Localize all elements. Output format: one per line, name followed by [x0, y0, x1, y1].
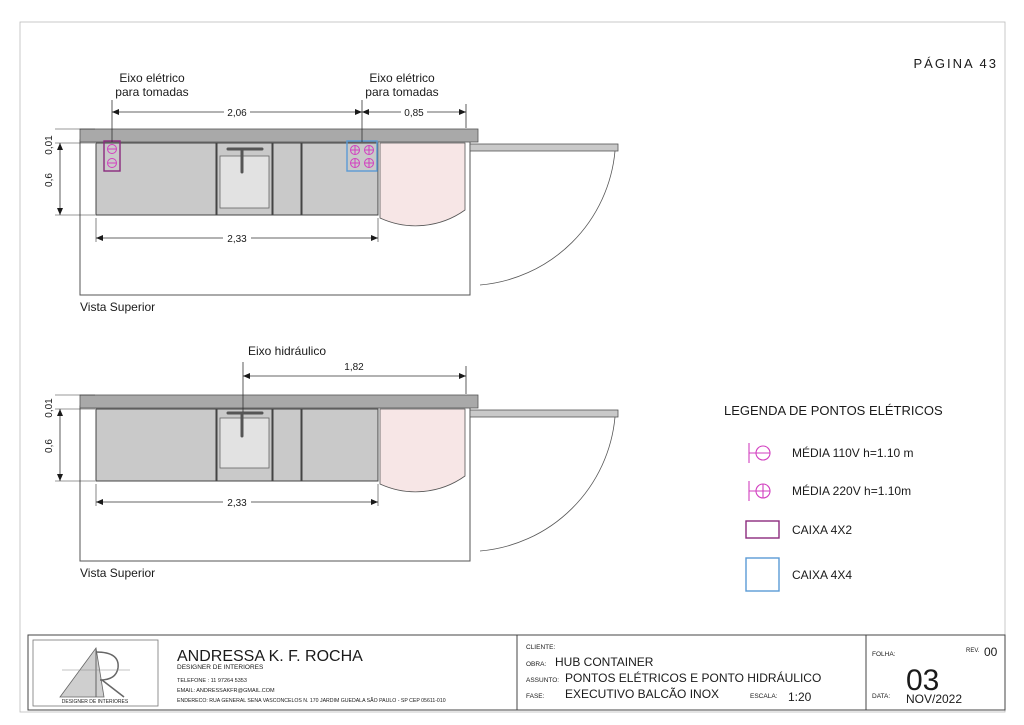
hydraulic-axis-label: Eixo hidráulico — [247, 344, 327, 358]
logo-caption: DESIGNER DE INTERIORES — [61, 699, 129, 705]
obra-value: HUB CONTAINER — [555, 655, 654, 669]
door-swing-arc — [480, 151, 615, 285]
legend-title: LEGENDA DE PONTOS ELÉTRICOS — [724, 403, 943, 418]
cabinet-right — [302, 409, 378, 481]
folha-label: FOLHA: — [872, 651, 896, 658]
dimension-label: 2,06 — [227, 108, 247, 119]
sink-basin — [220, 418, 269, 468]
legend-item-label: MÉDIA 110V h=1.10 m — [792, 446, 914, 460]
dimension-label: 2,33 — [227, 234, 247, 245]
rev-value: 00 — [984, 645, 998, 659]
designer-role: DESIGNER DE INTERIORES — [177, 664, 264, 671]
designer-name: ANDRESSA K. F. ROCHA — [177, 648, 363, 665]
folha-value: 03 — [906, 664, 940, 697]
designer-email: EMAIL: ANDRESSAKFR@GMAIL.COM — [177, 688, 275, 694]
rev-label: REV. — [966, 648, 980, 654]
legend-item-label: CAIXA 4X2 — [792, 523, 853, 537]
title-block — [28, 635, 1005, 710]
legend-item-label: MÉDIA 220V h=1.10m — [792, 484, 912, 498]
outlet-110v-icon — [749, 443, 770, 463]
escala-value: 1:20 — [788, 690, 812, 704]
top-view-electrical — [44, 71, 618, 314]
cabinet-middle — [273, 143, 301, 215]
sink-basin — [220, 156, 269, 208]
legend-item-label: CAIXA 4X4 — [792, 568, 853, 582]
view-title: Vista Superior — [80, 566, 156, 580]
assunto-label: ASSUNTO: — [526, 677, 560, 684]
door-leaf — [470, 144, 618, 151]
cabinet-left — [96, 143, 216, 215]
data-label: DATA: — [872, 693, 891, 700]
sheet-border — [20, 22, 1005, 712]
client-label: CLIENTE: — [526, 644, 556, 651]
designer-phone: TELEFONE : 11 97264 5353 — [177, 678, 247, 684]
door-swing-inner — [380, 409, 465, 492]
door-leaf — [470, 410, 618, 417]
box-4x4-icon — [746, 558, 779, 591]
outlet-220v-icon — [749, 481, 770, 501]
dimension-label: 0,6 — [44, 173, 55, 187]
fase-value: EXECUTIVO BALCÃO INOX — [565, 687, 720, 701]
electrical-axis-label-1: Eixo elétrico — [119, 71, 185, 85]
countertop — [80, 129, 478, 142]
fase-label: FASE: — [526, 693, 545, 700]
data-value: NOV/2022 — [906, 692, 963, 706]
legend — [724, 403, 943, 591]
electrical-axis-label-1b: para tomadas — [115, 85, 189, 99]
dimension-label: 0,85 — [404, 108, 424, 119]
cabinet-left — [96, 409, 216, 481]
dimension-label: 0,01 — [44, 135, 55, 155]
door-swing-arc — [480, 417, 615, 551]
dimension-label: 1,82 — [344, 362, 364, 373]
door-swing-inner — [380, 143, 465, 226]
dimension-label: 0,6 — [44, 439, 55, 453]
cabinet-middle — [273, 409, 301, 481]
countertop — [80, 395, 478, 408]
escala-label: ESCALA: — [750, 693, 778, 700]
obra-label: OBRA: — [526, 661, 547, 668]
electrical-axis-label-2b: para tomadas — [365, 85, 439, 99]
electrical-axis-label-2: Eixo elétrico — [369, 71, 435, 85]
designer-address: ENDERECO: RUA GENERAL SENA VASCONCELOS N. 170 JARDIM GUEDALA SÃO PAULO - SP CEP 05611-010 — [177, 698, 446, 704]
page-label: PÁGINA 43 — [913, 56, 998, 71]
dimension-label: 0,01 — [44, 398, 55, 418]
box-4x2-icon — [746, 521, 779, 538]
view-title: Vista Superior — [80, 300, 156, 314]
dimension-label: 2,33 — [227, 498, 247, 509]
top-view-hydraulic — [44, 344, 618, 580]
assunto-value: PONTOS ELÉTRICOS E PONTO HIDRÁULICO — [565, 671, 822, 685]
